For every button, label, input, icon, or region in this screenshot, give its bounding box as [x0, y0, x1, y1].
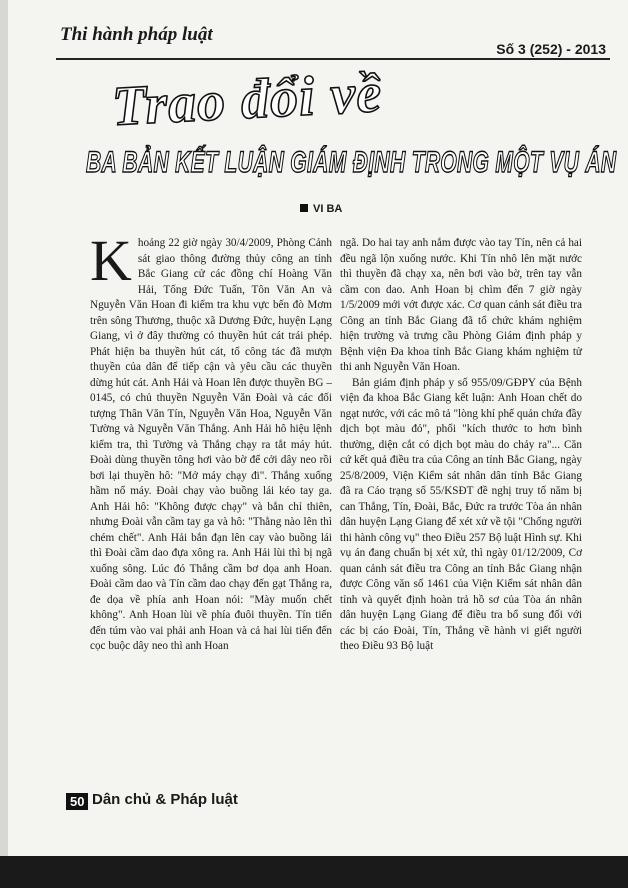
page-edge-shadow	[0, 0, 8, 888]
paragraph: Bản giám định pháp y số 955/09/GĐPY của Bệnh viện đa khoa Bắc Giang kết luận: Anh Hoan chết do ngạt nước, với các mô tả "lòng khí phế quản chứa đầy dịch bọt màu đỏ", phổi "kích thước to hơn bình thường, diện cắt có dịch bọt màu do chảy ra"... Căn cứ kết quả điều tra của Công an tỉnh Bắc Giang, ngày 25/8/2009, Viện Kiểm sát nhân dân tỉnh Bắc Giang đã ra Cáo trạng số 55/KSĐT đề nghị truy tố năm bị can Thắng, Tín, Đoài, Bắc, Đức ra trước Tòa án nhân dân huyện Lạng Giang để xét xử về tội "Chống người thi hành công vụ" theo Điều 257 Bộ luật Hình sự. Khi vụ án đang chuẩn bị xét xử, thì ngày 01/12/2009, Cơ quan cảnh sát điều tra Công an tỉnh Bắc Giang nhận được Công văn số 1461 của Viện Kiểm sát nhân dân tỉnh và quyết định hoàn trả hồ sơ của Tòa án nhân dân huyện Lạng Giang để điều tra bổ sung đối với các bị cáo Đoài, Tín, Thắng về hành vi giết người theo Điều 93 Bộ luật	[340, 376, 582, 652]
page-number: 50	[66, 793, 88, 810]
byline	[300, 203, 342, 215]
magazine-name: Dân chủ & Pháp luật	[92, 791, 238, 808]
paragraph-text: hoảng 22 giờ ngày 30/4/2009, Phòng Cảnh sát giao thông đường thủy công an tỉnh Bắc Giang cử các đồng chí Hoàng Văn Hải, Tống Đức Tuấn, Tôn Văn An và Nguyễn Văn Hoan đi kiểm tra khu vực bến đò Mơm trên sông Thương, thuộc xã Dương Đức, huyện Lạng Giang, vì ở đây thường có thuyền hút cát trái phép. Phát hiện ba thuyền hút cát, tổ công tác đã mượn thuyền của dân để tiếp cận và yêu cầu các thuyền dừng hút cát. Anh Hải và Hoan lên được thuyền BG – 0145, có chủ thuyền Nguyễn Văn Đoài và các đối tượng Thân Văn Tín, Nguyễn Văn Hoa, Nguyễn Văn Tường và Nguyễn Văn Thắng. Anh Hải hô hiệu lệnh kiểm tra, thì Tường và Thắng chạy ra tắt máy hút. Đoài dùng thuyền tông hơi vào bờ để cởi dây neo rồi bơi lại thuyền hô: "Mở máy chạy đi". Thắng xuống hầm nổ máy. Đoài chạy vào buồng lái kéo tay ga. Anh Hải hô: "Không được chạy" và bắn chỉ thiên, nhưng Đoài vẫn cầm tay ga và hô: "Thằng nào lên thì chém chết". Anh Hải bắn đạn lên cay vào buồng lái thì Đoài cầm dao đựa xông ra. Anh Hải lùi thì bị ngã xuống sông. Lúc đó Thắng cầm bơ dọa anh Hoan. Đoài cầm dao và Tín cầm dao chạy đến gạt Thắng ra, đe dọa về phía anh Hoan nói: "Mày muốn chết không". Anh Hoan lùi về phía đuôi thuyền. Tín tiến đến túm vào vai phải anh Hoan và cả hai lùi tiến đến cọc buộc dây neo thì anh Hoan	[90, 237, 332, 652]
paragraph: ngã. Do hai tay anh nắm được vào tay Tín, nên cả hai đều ngã lộn xuống nước. Khi Tín nhô lên mặt nước thì thuyền đã chạy xa, nên bơi vào bờ, trên tay vẫn cầm con dao. Anh Hoan bị chìm đến 7 giờ ngày 1/5/2009 mới vớt được xác. Cơ quan cảnh sát điều tra Công an tỉnh Bắc Giang đã tổ chức khám nghiệm hiện trường và trưng cầu Phòng Giám định pháp y Bệnh viện Đa khoa tỉnh Bắc Giang khám nghiệm tử thi anh Nguyễn Văn Hoan.	[340, 237, 582, 373]
header-rule	[56, 58, 610, 60]
issue-number: Số 3 (252) - 2013	[496, 41, 606, 57]
drop-cap: K	[90, 228, 132, 293]
article-kicker: Trao đổi về	[110, 61, 384, 139]
text-column-right	[340, 236, 582, 655]
bullet-square-icon	[300, 204, 308, 212]
paragraph	[90, 228, 332, 655]
article-title: BA BẢN KẾT LUẬN GIÁM ĐỊNH TRONG MỘT VỤ ÁN	[86, 146, 617, 179]
author-name: VI BA	[313, 203, 343, 215]
section-header: Thi hành pháp luật	[60, 24, 213, 45]
bottom-scan-bar	[0, 856, 628, 888]
text-column-left	[90, 228, 332, 655]
